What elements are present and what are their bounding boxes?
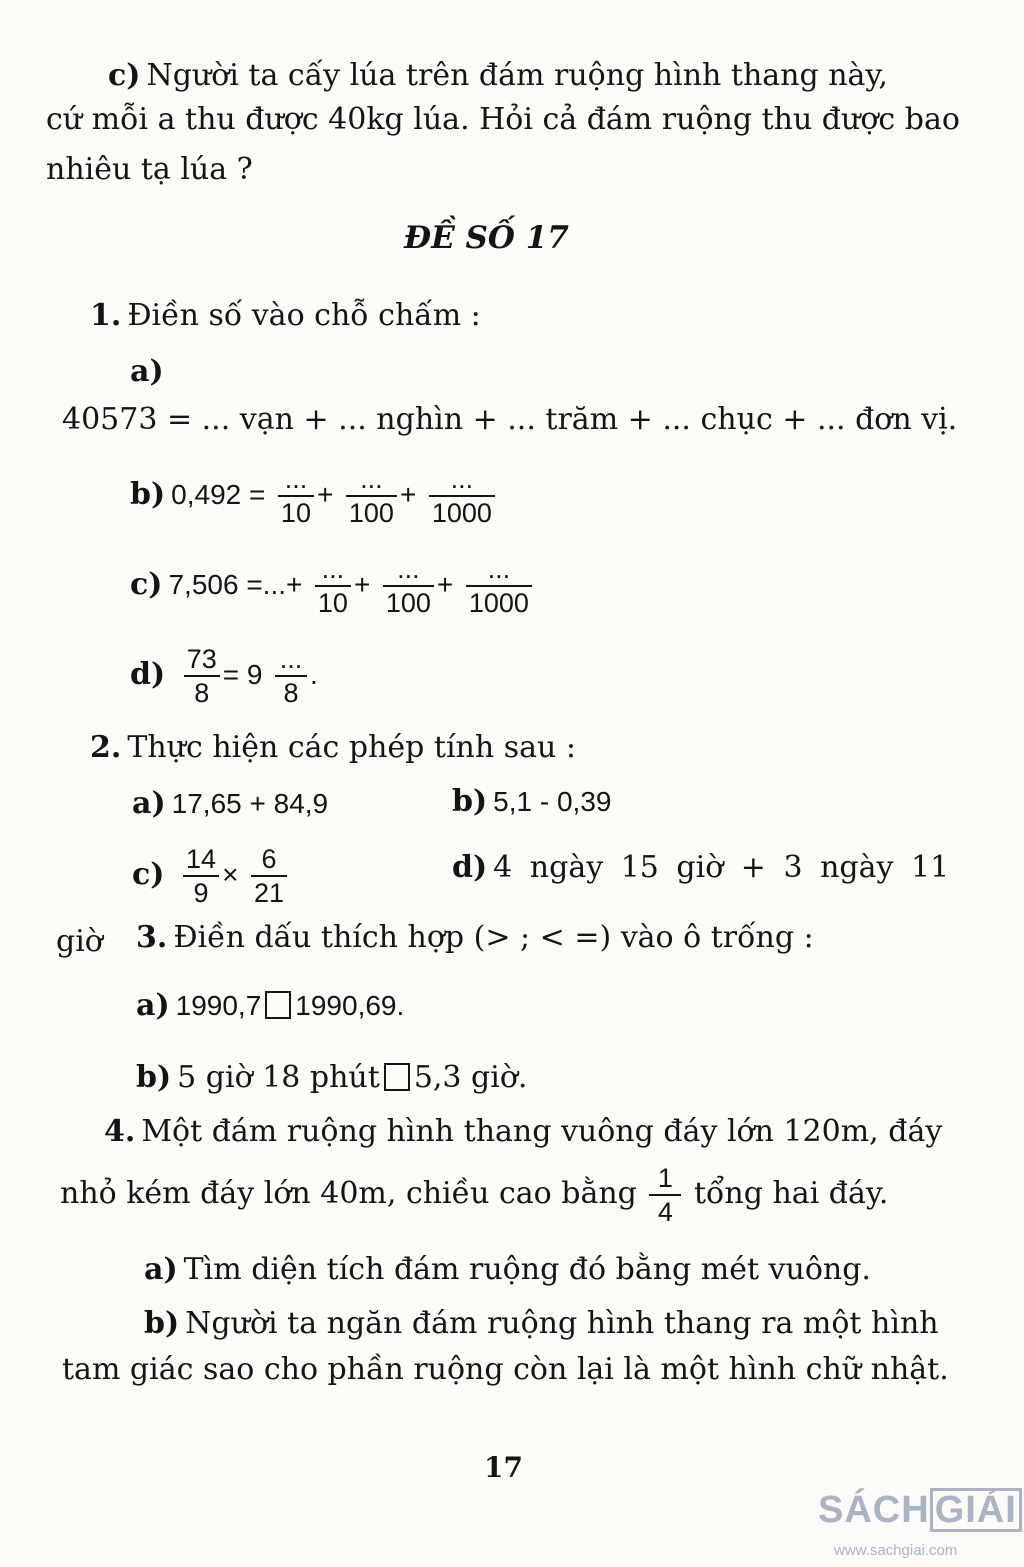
text: Tìm diện tích đám ruộng đó bằng mét vuông. xyxy=(183,1252,871,1287)
item-label: b) xyxy=(144,1306,180,1341)
q1-a-label xyxy=(130,352,164,392)
q2-d-expression xyxy=(452,848,949,888)
q1-c-expression: c) 7,506 =...+ $\frac{...}{10}$ + $\frac{...}{100}$ + $\frac{...}{1000}$ xyxy=(130,552,535,619)
text: tổng hai đáy. xyxy=(693,1176,889,1211)
item-label: a) xyxy=(130,354,164,389)
item-label: b) xyxy=(130,477,166,512)
numerator: ... xyxy=(346,463,397,497)
watermark-brand xyxy=(818,1488,1022,1532)
question-number: 2. xyxy=(90,730,122,765)
q4-b-line-2: tam giác sao cho phần ruộng còn lại là một hình chữ nhật. xyxy=(62,1352,949,1387)
numerator: ... xyxy=(315,553,351,587)
denominator: 10 xyxy=(280,498,311,528)
q3-a-comparison xyxy=(136,986,404,1026)
question-4-line-1 xyxy=(104,1112,942,1152)
left-value: 5 giờ 18 phút xyxy=(177,1060,380,1095)
item-label: a) xyxy=(144,1252,178,1287)
continuation-line-2: cứ mỗi a thu được 40kg lúa. Hỏi cả đám ruộng thu được bao xyxy=(46,102,960,137)
question-3-prompt xyxy=(136,918,814,958)
expression: 17,65 + 84,9 xyxy=(171,788,329,819)
continuation-line-3: nhiêu tạ lúa ? xyxy=(46,152,253,187)
numerator: 14 xyxy=(183,843,219,877)
numerator: ... xyxy=(466,553,532,587)
numerator: ... xyxy=(429,463,495,497)
question-2-prompt xyxy=(90,728,576,768)
item-label: b) xyxy=(136,1060,172,1095)
numerator: ... xyxy=(383,553,434,587)
q1-b-expression: b) 0,492 = $\frac{...}{10}$ + $\frac{...}{100}$ + $\frac{...}{1000}$ xyxy=(130,462,498,529)
numerator: 6 xyxy=(251,843,287,877)
fraction xyxy=(315,553,351,619)
denominator: 4 xyxy=(657,1197,673,1227)
q1-d-expression xyxy=(130,640,318,710)
item-label: b) xyxy=(452,784,488,819)
question-number: 3. xyxy=(136,920,168,955)
q4-b-line-1 xyxy=(144,1304,939,1344)
text: Điền số vào chỗ chấm : xyxy=(127,298,481,333)
fraction xyxy=(466,553,532,619)
text: Người ta cấy lúa trên đám ruộng hình thang này, xyxy=(146,58,888,93)
fraction xyxy=(278,463,314,529)
question-4-line-2 xyxy=(60,1156,888,1232)
text: Điền dấu thích hợp (> ; < =) vào ô trống : xyxy=(173,920,814,955)
fraction xyxy=(649,1162,681,1228)
brand-box-text: GIẢI xyxy=(930,1488,1022,1532)
q1-a-expression: 40573 = ... vạn + ... nghìn + ... trăm + ... chục + ... đơn vị. xyxy=(62,402,958,437)
denominator: 100 xyxy=(385,588,431,618)
watermark-url: www.sachgiai.com xyxy=(834,1542,958,1559)
item-label: a) xyxy=(132,786,166,821)
item-label: d) xyxy=(130,657,166,692)
numerator: 1 xyxy=(649,1162,681,1196)
answer-box[interactable] xyxy=(384,1063,410,1091)
fraction xyxy=(275,643,307,709)
brand-text: SÁCH xyxy=(818,1489,930,1531)
text: Thực hiện các phép tính sau : xyxy=(127,730,576,765)
question-number: 1. xyxy=(90,298,122,333)
denominator: 1000 xyxy=(468,588,529,618)
denominator: 100 xyxy=(348,498,394,528)
denominator: 10 xyxy=(317,588,348,618)
question-1-prompt xyxy=(90,296,481,336)
text: Một đám ruộng hình thang vuông đáy lớn 120m, đáy xyxy=(141,1114,943,1149)
fraction xyxy=(346,463,397,529)
fraction xyxy=(383,553,434,619)
denominator: 21 xyxy=(253,878,285,908)
right-value: 1990,69. xyxy=(295,990,405,1021)
expression: 5,1 - 0,39 xyxy=(493,786,612,817)
item-label: c) xyxy=(108,58,141,93)
period: . xyxy=(310,659,318,690)
expression: 4 ngày 15 giờ + 3 ngày 11 xyxy=(493,850,950,885)
q4-a-text xyxy=(144,1250,871,1290)
q3-b-comparison xyxy=(136,1058,527,1098)
q2-d-continuation: giờ xyxy=(56,924,103,959)
fraction xyxy=(429,463,495,529)
answer-box[interactable] xyxy=(265,991,291,1019)
q2-a-expression xyxy=(132,784,328,824)
numerator: ... xyxy=(275,643,307,677)
numerator: ... xyxy=(278,463,314,497)
denominator: 8 xyxy=(194,678,210,708)
fraction xyxy=(251,843,287,909)
item-label: a) xyxy=(136,988,170,1023)
q2-c-expression xyxy=(132,838,290,912)
q2-b-expression xyxy=(452,782,611,822)
lhs: 7,506 =...+ xyxy=(168,569,303,600)
page-number: 17 xyxy=(484,1451,523,1484)
denominator: 1000 xyxy=(431,498,492,528)
times-sign: × xyxy=(222,859,239,890)
denominator: 8 xyxy=(283,678,299,708)
denominator: 9 xyxy=(193,878,209,908)
right-value: 5,3 giờ. xyxy=(413,1060,528,1095)
fraction xyxy=(184,643,220,709)
text: nhỏ kém đáy lớn 40m, chiều cao bằng xyxy=(60,1176,637,1211)
item-label: c) xyxy=(130,567,163,602)
exam-title: ĐỀ SỐ 17 xyxy=(404,220,569,256)
left-value: 1990,7 xyxy=(175,990,262,1021)
item-label: c) xyxy=(132,857,165,892)
question-number: 4. xyxy=(104,1114,136,1149)
lhs: 0,492 = xyxy=(171,479,266,510)
sachgiai-watermark-logo xyxy=(818,1488,1024,1567)
numerator: 73 xyxy=(184,643,220,677)
text: Người ta ngăn đám ruộng hình thang ra một hình xyxy=(185,1306,939,1341)
equals: = 9 xyxy=(222,659,263,690)
continuation-line-1 xyxy=(108,56,888,96)
fraction xyxy=(183,843,219,909)
item-label: d) xyxy=(452,850,488,885)
